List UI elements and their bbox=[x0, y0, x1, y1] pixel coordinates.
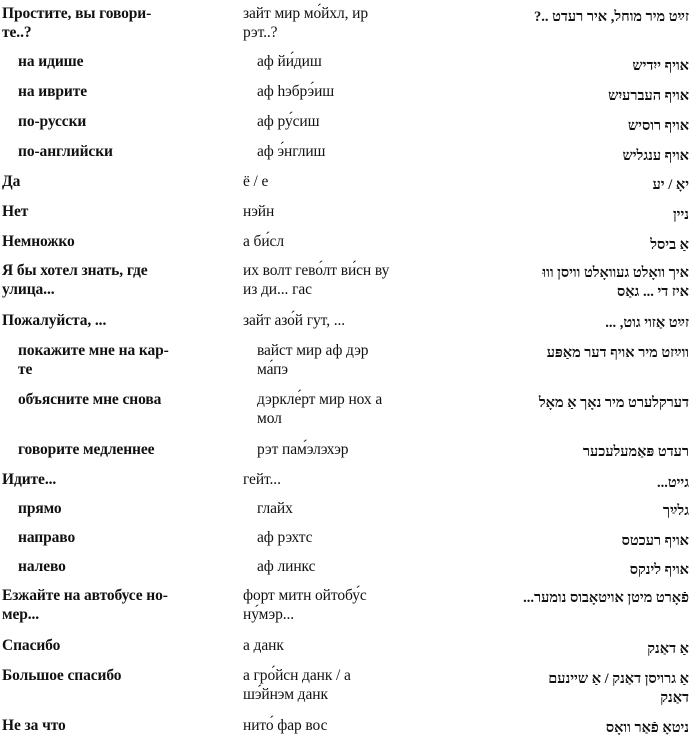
transliteration: вайст мир аф дэр ма́пэ bbox=[257, 342, 369, 378]
yiddish-phrase: אויף לינקס bbox=[629, 562, 689, 578]
russian-phrase: Нет bbox=[2, 203, 29, 220]
transliteration: рэт пам́элэхэр bbox=[257, 441, 349, 458]
transliteration: аф э́нглиш bbox=[257, 143, 326, 160]
russian-phrase: Езжайте на автобусе но- мер... bbox=[2, 587, 168, 623]
transliteration: аф линкс bbox=[257, 558, 316, 575]
yiddish-phrase: אויף רוסיש bbox=[627, 118, 689, 134]
transliteration: аф рэхтс bbox=[257, 529, 313, 546]
russian-phrase: на иврите bbox=[18, 83, 88, 100]
russian-phrase: прямо bbox=[18, 500, 62, 517]
yiddish-phrase: אויף ייִדיש bbox=[632, 58, 689, 74]
russian-phrase: говорите медленнее bbox=[18, 441, 155, 458]
transliteration: аф hэбрэ́иш bbox=[257, 83, 335, 100]
russian-phrase: Не за что bbox=[2, 717, 66, 734]
transliteration: форт митн ойтобу́с ну́мэр... bbox=[243, 587, 367, 623]
russian-phrase: Спасибо bbox=[2, 637, 61, 654]
yiddish-phrase: גייט... bbox=[656, 475, 689, 491]
transliteration: дэркле́рт мир нох а мол bbox=[257, 391, 383, 427]
russian-phrase: Пожалуйста, ... bbox=[2, 312, 107, 329]
russian-phrase: по-английски bbox=[18, 143, 113, 160]
yiddish-phrase: איך וואָלט געוואָלט וויסן וווּ איז די ... גאַס bbox=[542, 265, 689, 300]
yiddish-phrase: אויף העברעיִש bbox=[608, 88, 689, 104]
russian-phrase: налево bbox=[18, 558, 66, 575]
russian-phrase: Большое спасибо bbox=[2, 667, 122, 684]
russian-phrase: Простите, вы говори- те..? bbox=[2, 5, 152, 41]
russian-phrase: объясните мне снова bbox=[18, 391, 162, 408]
yiddish-phrase: זײַט אַזוי גוט, ... bbox=[605, 315, 689, 331]
yiddish-phrase: רעדט פּאַמעלעכער bbox=[582, 444, 689, 460]
transliteration: ё / е bbox=[243, 173, 269, 190]
transliteration: а гро́йсн данк / а шэ́йнэм данк bbox=[243, 667, 351, 703]
russian-phrase: Идите... bbox=[2, 471, 57, 488]
russian-phrase: Немножко bbox=[2, 233, 75, 250]
yiddish-phrase: אַ ביסל bbox=[650, 237, 689, 253]
yiddish-phrase: אַ דאַנק bbox=[647, 641, 689, 657]
russian-phrase: Да bbox=[2, 173, 21, 190]
yiddish-phrase: ניטאָ פֿאַר וואָס bbox=[605, 720, 689, 736]
yiddish-phrase: גלײַך bbox=[662, 503, 689, 519]
yiddish-phrase: דערקלערט מיר נאָך אַ מאָל bbox=[538, 395, 689, 411]
yiddish-phrase: ניין bbox=[672, 207, 689, 223]
transliteration: а данк bbox=[243, 637, 284, 654]
transliteration: их волт гево́лт ви́сн ву из ди... гас bbox=[243, 262, 390, 298]
transliteration: а би́сл bbox=[243, 233, 284, 250]
transliteration: глайх bbox=[257, 500, 293, 517]
transliteration: гейт... bbox=[243, 471, 281, 488]
transliteration: аф ру́сиш bbox=[257, 113, 320, 130]
russian-phrase: по-русски bbox=[18, 113, 87, 130]
russian-phrase: покажите мне на кар- те bbox=[18, 342, 169, 378]
yiddish-phrase: ווײַזט מיר אויף דער מאַפּע bbox=[546, 345, 689, 361]
transliteration: нэйн bbox=[243, 203, 275, 220]
transliteration: зайт азо́й гут, ... bbox=[243, 312, 346, 329]
transliteration: зайт мир мо́йхл, ир рэт..? bbox=[243, 5, 369, 41]
yiddish-phrase: אויף ענגליש bbox=[622, 148, 689, 164]
transliteration: нито́ фар вос bbox=[243, 717, 328, 734]
yiddish-phrase: זײַט מיר מוחל, איר רעדט ..? bbox=[534, 9, 689, 25]
yiddish-phrase: יאָ / יע bbox=[652, 177, 689, 193]
yiddish-phrase: פֿאָרט מיטן אויטאָבוס נומער... bbox=[523, 590, 689, 606]
russian-phrase: на идише bbox=[18, 53, 84, 70]
russian-phrase: Я бы хотел знать, где улица... bbox=[2, 262, 148, 298]
transliteration: аф йи́диш bbox=[257, 53, 322, 70]
yiddish-phrase: אַ גרויסן דאַנק / אַ שיינעם דאַנק bbox=[548, 671, 689, 706]
russian-phrase: направо bbox=[18, 529, 76, 546]
yiddish-phrase: אויף רעכטס bbox=[621, 533, 689, 549]
